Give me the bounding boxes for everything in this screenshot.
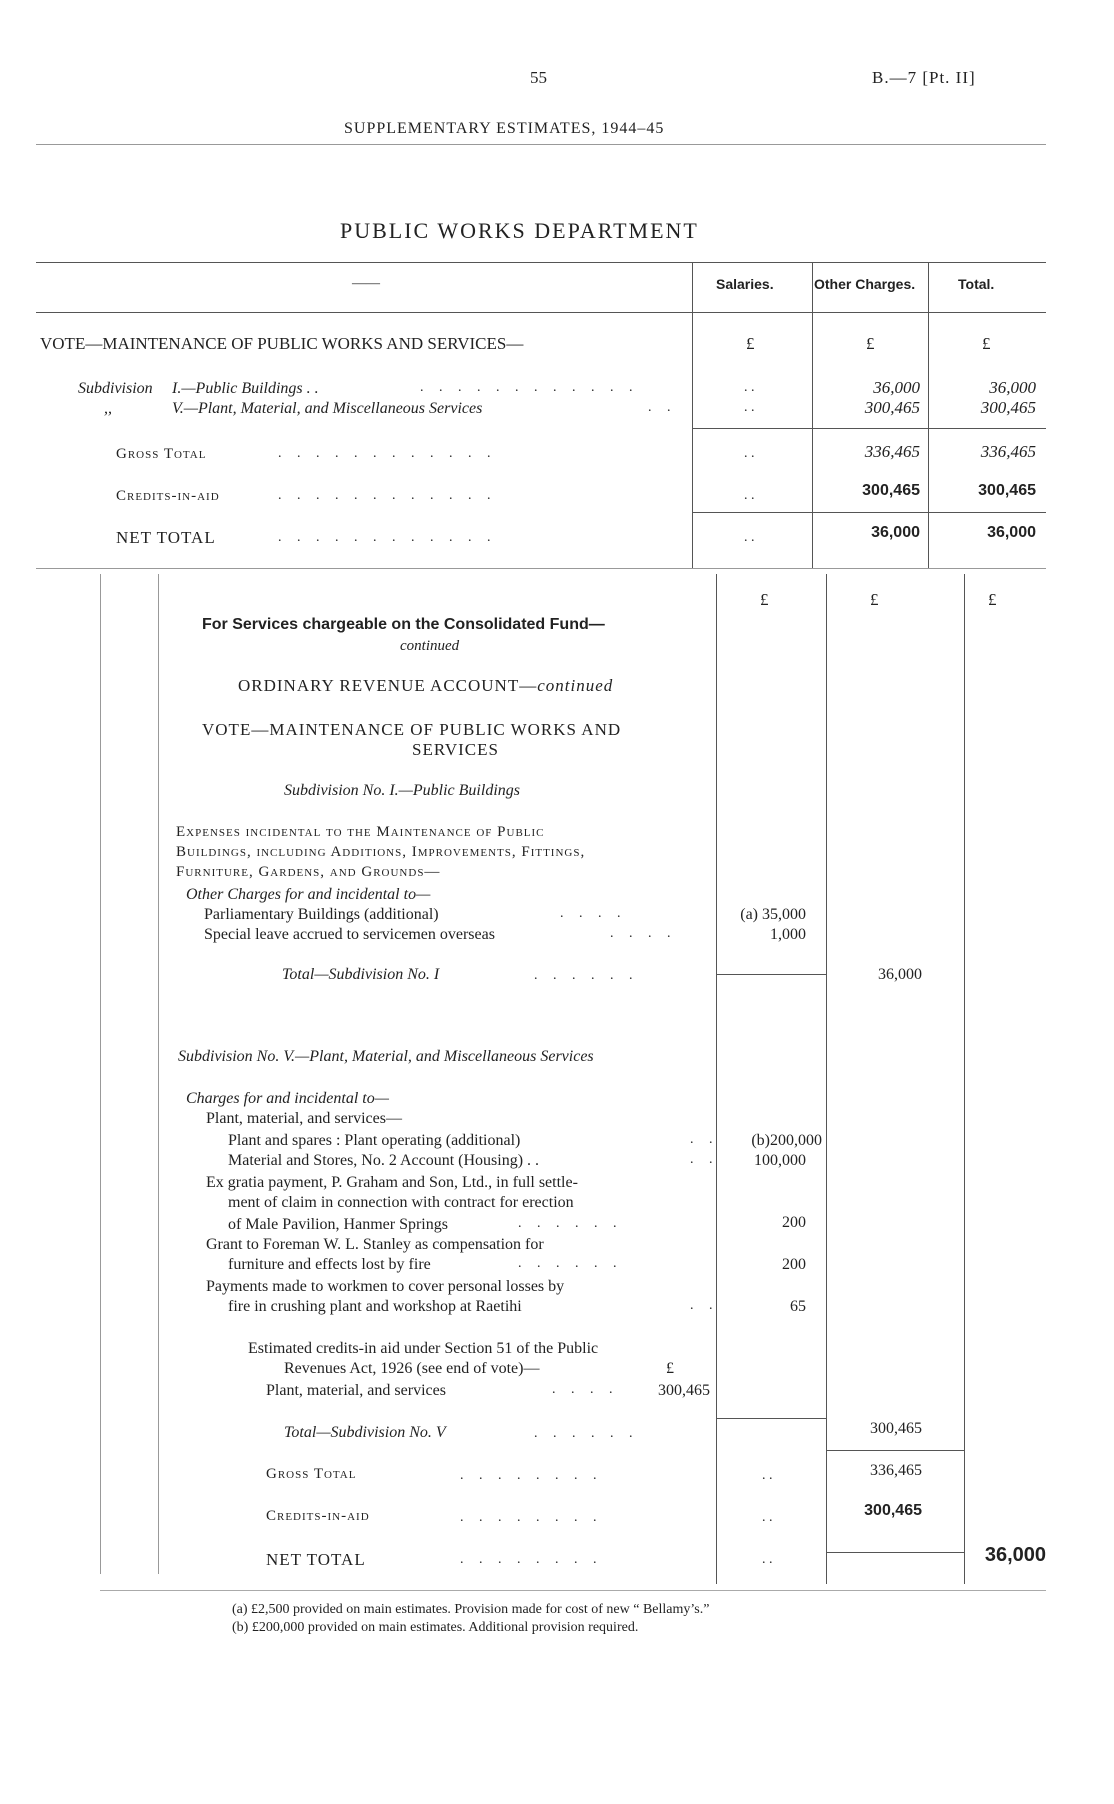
credits-note-value: 300,465 (658, 1382, 710, 1399)
sub1-item-label: Parliamentary Buildings (additional) (204, 906, 439, 923)
sub5-total-label: Total—Subdivision No. V (284, 1424, 446, 1441)
detail-col-divider-2 (826, 574, 827, 1584)
detail-currency-2: £ (870, 590, 879, 609)
detail-margin-line-1 (100, 574, 101, 1574)
sub1-item-value: 1,000 (770, 926, 806, 943)
sub5-charges: Charges for and incidental to— (186, 1090, 389, 1107)
detail-net-value: 36,000 (984, 1544, 1046, 1566)
detail-currency-1: £ (760, 590, 769, 609)
sub5-item-line: Plant and spares : Plant operating (additional) (228, 1132, 521, 1149)
summary-net-total: 36,000 (987, 524, 1036, 541)
leader-dots: . . . . (610, 926, 677, 941)
detail-bottom-rule (100, 1590, 1046, 1591)
detail-gross-dots: . . (762, 1468, 773, 1483)
fund-title: For Services chargeable on the Consolidated Fund— (202, 616, 605, 633)
running-title: SUPPLEMENTARY ESTIMATES, 1944–45 (344, 120, 665, 137)
detail-credits-dots: . . (762, 1510, 773, 1525)
document-reference: B.—7 [Pt. II] (872, 68, 976, 87)
detail-net-dots: . . (762, 1552, 773, 1567)
summary-gross-other: 336,465 (864, 442, 920, 461)
detail-gross-rule (826, 1450, 964, 1451)
sub5-item-line: Ex gratia payment, P. Graham and Son, Ltd., in full settle- (206, 1174, 578, 1191)
account-title (238, 676, 613, 696)
summary-currency-total: £ (982, 334, 991, 353)
sub1-heading-line: Expenses incidental to the Maintenance of Public (176, 824, 545, 840)
summary-net-rule (692, 512, 1046, 513)
leader-dots: . . . . . . (534, 968, 639, 983)
col-header-salaries: Salaries. (716, 276, 774, 292)
leader-dots: . . . . . . . . (460, 1510, 603, 1525)
summary-credits-label: Credits-in-aid (116, 488, 220, 504)
leader-dots: . . . . (552, 1382, 619, 1397)
leader-dots: . . . . (560, 906, 627, 921)
summary-credits-salaries: . . (744, 488, 755, 503)
sub5-item-value: (b)200,000 (751, 1132, 822, 1149)
detail-margin-line-2 (158, 574, 159, 1574)
leader-dots: . . . . . . (518, 1216, 623, 1231)
sub5-title: Subdivision No. V.—Plant, Material, and Miscellaneous Services (178, 1048, 594, 1065)
sub5-item-line: furniture and effects lost by fire (228, 1256, 431, 1273)
sub5-item-value: 100,000 (754, 1152, 806, 1169)
summary-row-salaries: . . (744, 400, 755, 415)
credits-note-item: Plant, material, and services (266, 1382, 446, 1399)
summary-net-salaries: . . (744, 530, 755, 545)
summary-vote-title: VOTE—MAINTENANCE OF PUBLIC WORKS AND SERVICES— (40, 334, 524, 353)
summary-col-divider-1 (692, 262, 693, 568)
summary-bottom-rule (36, 568, 1046, 569)
sub1-heading-line: Furniture, Gardens, and Grounds— (176, 864, 441, 880)
sub5-item-line: Payments made to workmen to cover personal losses by (206, 1278, 565, 1295)
summary-top-rule (36, 262, 1046, 263)
summary-credits-other: 300,465 (862, 482, 920, 499)
sub5-item-line: Material and Stores, No. 2 Account (Housing) . . (228, 1152, 540, 1169)
summary-col-blank: —— (352, 276, 380, 291)
page-number: 55 (530, 68, 547, 87)
sub5-total-value: 300,465 (870, 1420, 922, 1437)
detail-vote-line2: SERVICES (412, 740, 499, 759)
summary-header-rule (36, 312, 1046, 313)
sub5-item-value: 65 (790, 1298, 806, 1315)
fund-continued: continued (400, 638, 460, 654)
summary-row-label: I.—Public Buildings . . (172, 380, 319, 397)
leader-dots: . . . . . . (534, 1426, 639, 1441)
summary-currency-other: £ (866, 334, 875, 353)
leader-dots: . . (690, 1298, 719, 1313)
header-rule (36, 144, 1046, 145)
footnote-b: (b) £200,000 provided on main estimates. Additional provision required. (232, 1620, 639, 1635)
summary-currency-salaries: £ (746, 334, 755, 353)
footnote-a: (a) £2,500 provided on main estimates. Provision made for cost of new “ Bellamy’s.” (232, 1602, 710, 1617)
detail-col-divider-3 (964, 574, 965, 1584)
detail-currency-3: £ (988, 590, 997, 609)
summary-col-divider-2 (812, 262, 813, 568)
detail-credits-label: Credits-in-aid (266, 1508, 370, 1524)
leader-dots: . . . . . . . . . . . . (420, 380, 639, 395)
leader-dots: . . . . . . . . (460, 1552, 603, 1567)
summary-row-prefix: Subdivision (78, 380, 153, 397)
col-header-total: Total. (958, 276, 995, 292)
sub5-item-value: 200 (782, 1256, 806, 1273)
sub5-item-value: 200 (782, 1214, 806, 1231)
leader-dots: . . . . . . (518, 1256, 623, 1271)
summary-gross-label: Gross Total (116, 446, 207, 462)
summary-sum-rule (692, 428, 1046, 429)
sub5-item-line: of Male Pavilion, Hanmer Springs (228, 1216, 448, 1233)
leader-dots: . . (690, 1132, 719, 1147)
sub1-total-label: Total—Subdivision No. I (282, 966, 440, 983)
summary-row-other: 36,000 (873, 378, 920, 397)
summary-credits-total: 300,465 (978, 482, 1036, 499)
sub1-total-value: 36,000 (878, 966, 922, 983)
credits-note-line1: Estimated credits-in aid under Section 51 of the Public (248, 1340, 599, 1357)
detail-vote-line1: VOTE—MAINTENANCE OF PUBLIC WORKS AND (202, 720, 622, 739)
summary-row-salaries: . . (744, 380, 755, 395)
sub5-total-rule (716, 1418, 826, 1419)
credits-note-line2: Revenues Act, 1926 (see end of vote)— (284, 1360, 540, 1377)
summary-col-divider-3 (928, 262, 929, 568)
department-title: PUBLIC WORKS DEPARTMENT (340, 218, 699, 243)
leader-dots: . . . . . . . . (460, 1468, 603, 1483)
summary-row-total: 300,465 (980, 398, 1036, 417)
summary-row-total: 36,000 (989, 378, 1036, 397)
sub1-total-rule (716, 974, 826, 975)
summary-net-other: 36,000 (871, 524, 920, 541)
sub1-item-value: (a) 35,000 (740, 906, 806, 923)
leader-dots: . . . . . . . . . . . . (278, 446, 497, 461)
leader-dots: . . . . . . . . . . . . (278, 488, 497, 503)
sub1-other-charges: Other Charges for and incidental to— (186, 886, 431, 903)
summary-row-prefix: ,, (104, 400, 112, 417)
sub1-title: Subdivision No. I.—Public Buildings (284, 782, 520, 799)
account-title-text: ORDINARY REVENUE ACCOUNT— (238, 676, 538, 695)
sub1-heading-line: Buildings, including Additions, Improvements, Fittings, (176, 844, 586, 860)
credits-note-currency: £ (666, 1360, 674, 1377)
sub1-item-label: Special leave accrued to servicemen overseas (204, 926, 495, 943)
detail-gross-label: Gross Total (266, 1466, 357, 1482)
detail-net-label: NET TOTAL (266, 1550, 366, 1569)
detail-col-divider-1 (716, 574, 717, 1584)
summary-row-label: V.—Plant, Material, and Miscellaneous Services (172, 400, 483, 417)
sub5-item-line: fire in crushing plant and workshop at Raetihi (228, 1298, 522, 1315)
summary-row-other: 300,465 (864, 398, 920, 417)
summary-gross-salaries: . . (744, 446, 755, 461)
summary-net-label: NET TOTAL (116, 528, 216, 547)
leader-dots: . . (648, 400, 677, 415)
summary-gross-total: 336,465 (980, 442, 1036, 461)
leader-dots: . . . . . . . . . . . . (278, 530, 497, 545)
detail-credits-value: 300,465 (864, 1502, 922, 1519)
detail-net-rule (826, 1552, 964, 1553)
sub5-item-line: ment of claim in connection with contract for erection (228, 1194, 574, 1211)
sub5-item-line: Grant to Foreman W. L. Stanley as compensation for (206, 1236, 544, 1253)
detail-gross-value: 336,465 (870, 1462, 922, 1479)
leader-dots: . . (690, 1152, 719, 1167)
sub5-plant-heading: Plant, material, and services— (206, 1110, 402, 1127)
account-continued: continued (537, 676, 614, 695)
col-header-other-charges: Other Charges. (814, 276, 916, 292)
